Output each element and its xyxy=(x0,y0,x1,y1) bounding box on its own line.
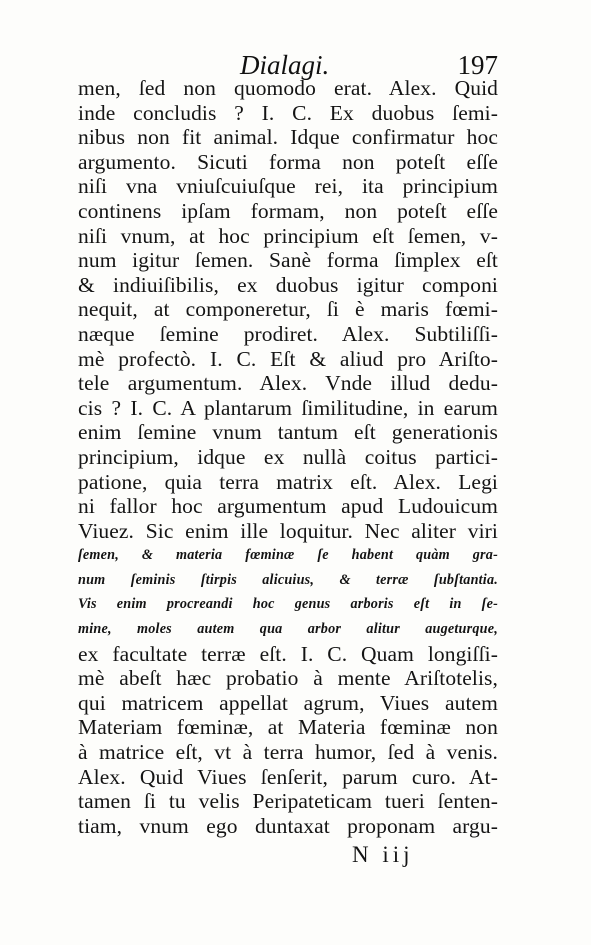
text-line: niſi vnum, at hoc principium eſt ſemen, v- xyxy=(78,223,498,248)
text-line: num igitur ſemen. Sanè forma ſimplex eſt xyxy=(78,248,498,273)
text-line: & indiuiſibilis, ex duobus igitur componi xyxy=(78,272,498,297)
signature-mark: N iij xyxy=(352,842,414,867)
text-line: enim ſemine vnum tantum eſt generationis xyxy=(78,420,498,445)
text-line: Viuez. Sic enim ille loquitur. Nec aliter viri xyxy=(78,518,498,543)
text-line: inde concludis ? I. C. Ex duobus ſemi- xyxy=(78,100,498,125)
text-line: Vis enim procreandi hoc genus arboris eſt in ſe- xyxy=(78,596,498,613)
text-line: nibus non fit animal. Idque confirmatur hoc xyxy=(78,125,498,150)
text-line: à matrice eſt, vt à terra humor, ſed à venis. xyxy=(78,740,498,765)
text-line: principium, idque ex nullà coitus partici- xyxy=(78,444,498,469)
text-line: num ſeminis ſtirpis alicuius, & terræ ſubſtantia. xyxy=(78,571,498,588)
text-line: ni fallor hoc argumentum apud Ludouicum xyxy=(78,494,498,519)
text-line: patione, quia terra matrix eſt. Alex. Legi xyxy=(78,469,498,494)
body-text xyxy=(78,76,498,838)
text-line: Materiam fœminæ, at Materia fœminæ non xyxy=(78,715,498,740)
text-line: nequit, at componeretur, ſi è maris fœmi- xyxy=(78,297,498,322)
page-number: 197 xyxy=(457,50,498,80)
text-line: mè abeſt hæc probatio à mente Ariſtotelis, xyxy=(78,666,498,691)
text-line: men, ſed non quomodo erat. Alex. Quid xyxy=(78,76,498,100)
running-head-title: Dialagi. xyxy=(240,50,330,80)
text-line: argumento. Sicuti forma non poteſt eſſe xyxy=(78,149,498,174)
text-line: tiam, vnum ego duntaxat proponam argu- xyxy=(78,813,498,838)
text-line: tele argumentum. Alex. Vnde illud dedu- xyxy=(78,371,498,396)
text-line: ex facultate terræ eſt. I. C. Quam longiſſi- xyxy=(78,641,498,666)
text-line: tamen ſi tu velis Peripateticam tueri ſenten- xyxy=(78,789,498,814)
text-line: Alex. Quid Viues ſenſerit, parum curo. At- xyxy=(78,764,498,789)
text-line: qui matricem appellat agrum, Viues autem xyxy=(78,690,498,715)
text-line: niſi vna vniuſcuiuſque rei, ita principium xyxy=(78,174,498,199)
text-line: continens ipſam formam, non poteſt eſſe xyxy=(78,198,498,223)
text-line: ſemen, & materia fœminæ ſe habent quàm gra- xyxy=(78,547,498,564)
text-line: cis ? I. C. A plantarum ſimilitudine, in earum xyxy=(78,395,498,420)
text-line: mine, moles autem qua arbor alitur augeturque, xyxy=(78,621,498,638)
text-line: mè profectò. I. C. Eſt & aliud pro Ariſto- xyxy=(78,346,498,371)
text-line: næque ſemine prodiret. Alex. Subtiliſſi- xyxy=(78,321,498,346)
